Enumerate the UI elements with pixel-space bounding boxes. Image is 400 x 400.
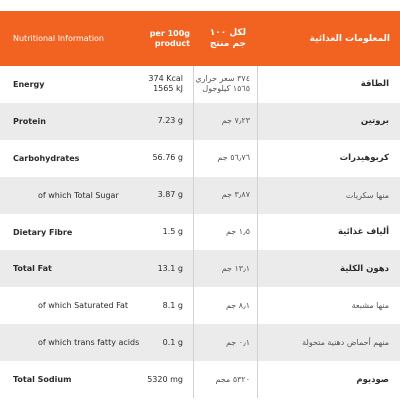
nutrient-label-ar: بروتين [360,116,389,127]
nutrient-label: of which Saturated Fat [38,301,129,311]
nutrient-label-ar: ألياف غذائية [337,227,389,237]
column-divider [193,66,194,398]
table-row [0,287,400,324]
nutrient-value-ar: ١٣٫١ جم [221,263,250,273]
nutrient-value: 13.1 g [157,263,183,273]
nutrient-label-ar: كربوهيدرات [339,153,389,164]
table-row [0,103,400,140]
nutrient-label: of which Total Sugar [38,190,119,200]
nutrient-value-ar: ٧٫٢٣ جم [221,116,250,126]
nutrient-value: 8.1 g [162,300,183,310]
nutrient-label: of which trans fatty acids [38,338,140,348]
nutrition-table [0,11,400,398]
table-row [0,140,400,177]
nutrient-value: 56.76 g [152,153,183,163]
table-row [0,361,400,398]
nutritional-information-heading: Nutritional Information [13,34,105,43]
table-row [0,177,400,214]
nutrient-label: Total Sodium [13,375,72,385]
nutrient-label-ar: منها مشبعة [351,301,389,311]
nutrient-value: 3.87 g [157,190,183,200]
nutrient-value-ar: ٨٫١ جم [225,300,250,310]
nutrient-value-ar: ٣٧٤ سعر حراري ١٥٦٥ كيلوجول [195,74,250,94]
nutrient-value-ar: ١٫٥ جم [225,227,250,236]
nutrient-value-ar: ٣٫٨٧ جم [221,190,250,200]
nutrient-value-ar: ٠٫١ جم [225,337,250,347]
nutrient-label-ar: منهم أحماض دهنية متحولة [302,338,389,348]
nutrient-value: 5320 mg [147,374,183,384]
nutrient-label: Carbohydrates [13,153,80,163]
nutrient-label: Total Fat [13,264,52,274]
nutrient-label-ar: دهون الكلية [340,263,389,274]
nutrient-label-ar: الطاقة [360,79,389,90]
per-100g-heading: per 100g product [149,28,190,48]
nutrient-label: Energy [13,79,45,89]
nutrient-label: Protein [13,116,46,126]
nutrient-label-ar: صوديوم [356,374,389,385]
nutrient-value: 1.5 g [162,227,183,236]
nutritional-information-heading-ar: المعلومات الغذائية [309,33,390,44]
per-100g-heading-ar: لكل ١٠٠ جم منتج [209,27,246,49]
nutrient-value-ar: ٥٣٢٠ مجم [215,374,250,384]
nutrient-value: 374 Kcal 1565 kJ [148,74,183,94]
column-divider [257,66,258,398]
table-row [0,66,400,103]
table-body [0,66,400,398]
nutrient-value: 7.23 g [157,116,183,126]
nutrient-label: Dietary Fibre [13,227,73,237]
nutrient-label-ar: منها سكريات [345,190,389,200]
nutrient-value-ar: ٥٦٫٧٦ جم [217,153,250,163]
table-row [0,324,400,361]
table-row [0,250,400,287]
nutrient-value: 0.1 g [162,337,183,347]
table-row [0,214,400,251]
table-header [0,11,400,66]
